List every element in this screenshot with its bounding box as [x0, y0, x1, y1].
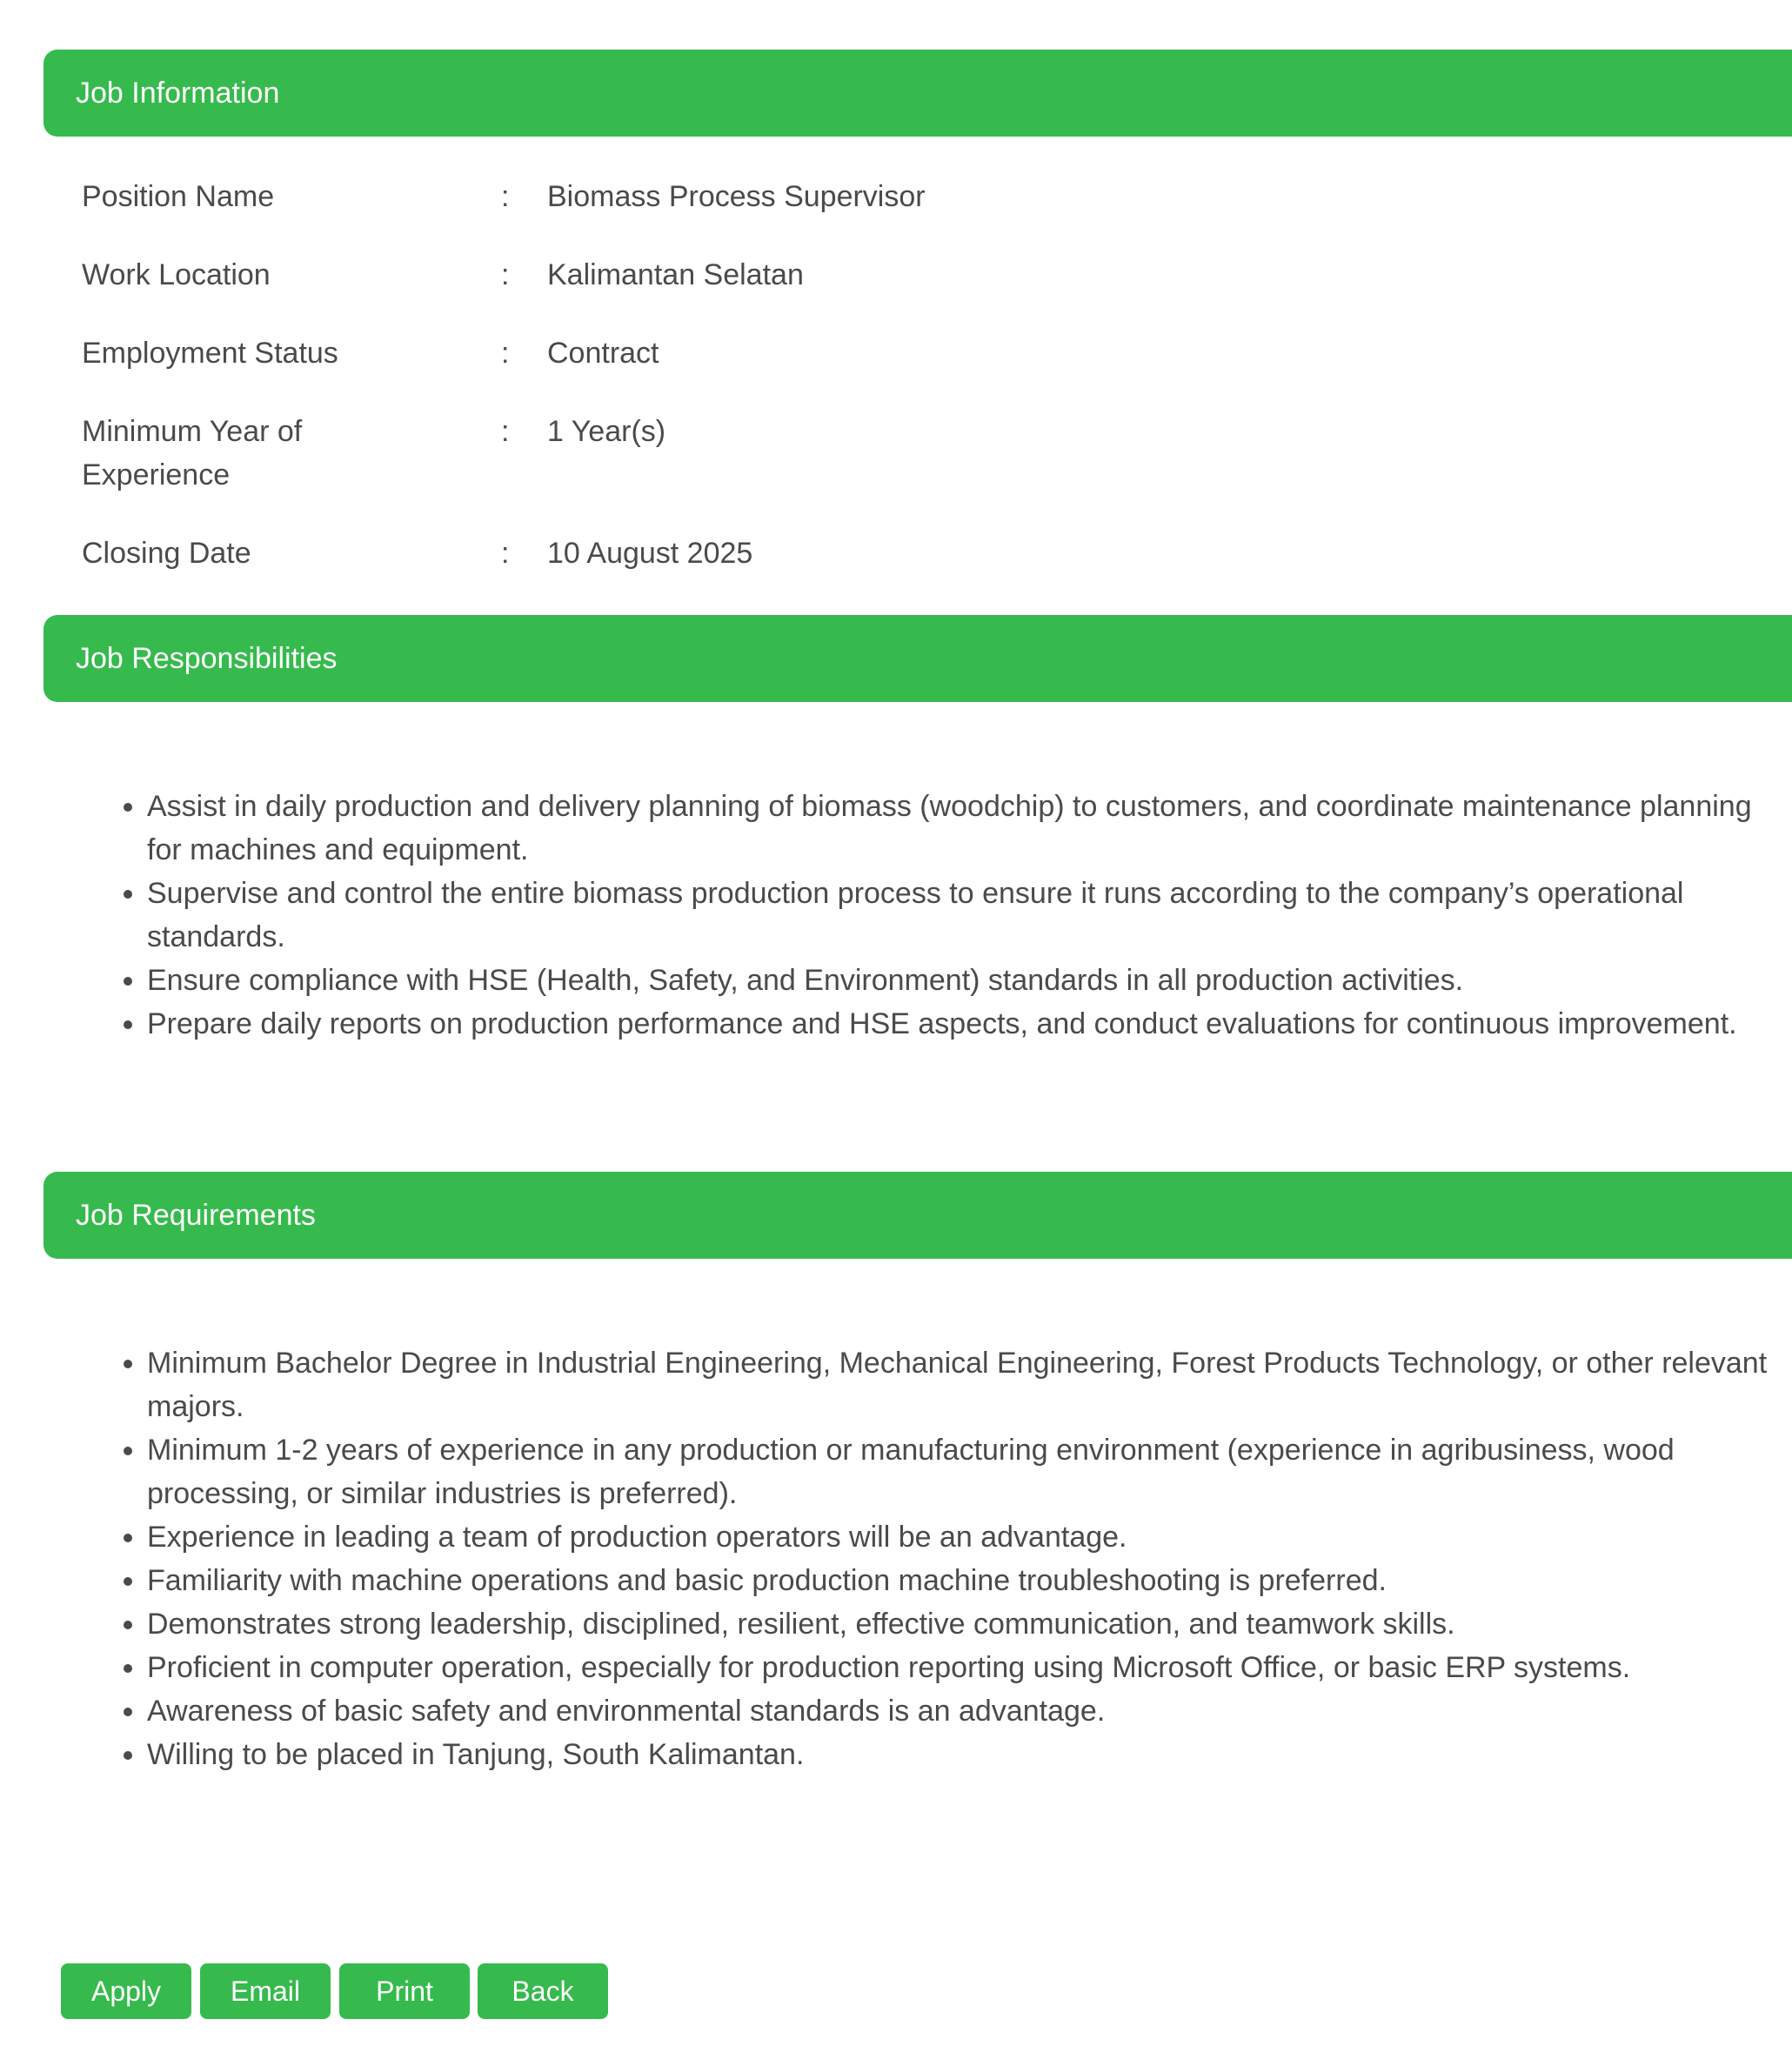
info-separator: :	[501, 537, 510, 570]
job-requirements-header: Job Requirements	[43, 1172, 1792, 1259]
back-button[interactable]: Back	[478, 1963, 608, 2019]
list-item: • Assist in daily production and delivery planning of biomass (woodchip) to customers, and coordinate maintenance planning for machines and equipment.	[147, 785, 1791, 872]
info-value: 1 Year(s)	[547, 415, 666, 448]
info-separator: :	[501, 258, 510, 291]
list-item: • Prepare daily reports on production performance and HSE aspects, and conduct evaluations for continuous improvement.	[147, 1002, 1791, 1046]
info-value: Biomass Process Supervisor	[547, 180, 926, 213]
info-label: Work Location	[82, 258, 271, 291]
list-item: • Supervise and control the entire biomass production process to ensure it runs according to the company’s operational standards.	[147, 872, 1791, 959]
info-value: Contract	[547, 337, 659, 370]
info-label: Employment Status	[82, 337, 338, 370]
info-value: Kalimantan Selatan	[547, 258, 804, 291]
list-item: • Minimum 1-2 years of experience in any production or manufacturing environment (experience in agribusiness, wood processing, or similar industries is preferred).	[147, 1428, 1791, 1515]
info-separator: :	[501, 337, 510, 370]
info-label: Closing Date	[82, 537, 251, 570]
list-item: • Ensure compliance with HSE (Health, Safety, and Environment) standards in all production activities.	[147, 959, 1791, 1002]
apply-button[interactable]: Apply	[61, 1963, 191, 2019]
info-separator: :	[501, 180, 510, 213]
info-label: Minimum Year of Experience	[82, 415, 303, 491]
list-item: • Familiarity with machine operations and basic production machine troubleshooting is preferred.	[147, 1559, 1791, 1602]
email-button[interactable]: Email	[200, 1963, 331, 2019]
list-item: • Willing to be placed in Tanjung, South Kalimantan.	[147, 1733, 1791, 1776]
print-button[interactable]: Print	[339, 1963, 470, 2019]
job-information-header: Job Information	[43, 50, 1792, 137]
list-item: • Minimum Bachelor Degree in Industrial Engineering, Mechanical Engineering, Forest Products Technology, or other relevant majors.	[147, 1341, 1791, 1428]
list-item: • Experience in leading a team of production operators will be an advantage.	[147, 1515, 1791, 1559]
requirements-list	[104, 1341, 1791, 1776]
info-label: Position Name	[82, 180, 275, 213]
list-item: • Demonstrates strong leadership, disciplined, resilient, effective communication, and teamwork skills.	[147, 1602, 1791, 1646]
list-item: • Awareness of basic safety and environmental standards is an advantage.	[147, 1689, 1791, 1733]
responsibilities-list	[104, 785, 1791, 1046]
job-responsibilities-header: Job Responsibilities	[43, 615, 1792, 702]
info-separator: :	[501, 415, 510, 448]
info-value: 10 August 2025	[547, 537, 753, 570]
list-item: • Proficient in computer operation, especially for production reporting using Microsoft Office, or basic ERP systems.	[147, 1646, 1791, 1689]
